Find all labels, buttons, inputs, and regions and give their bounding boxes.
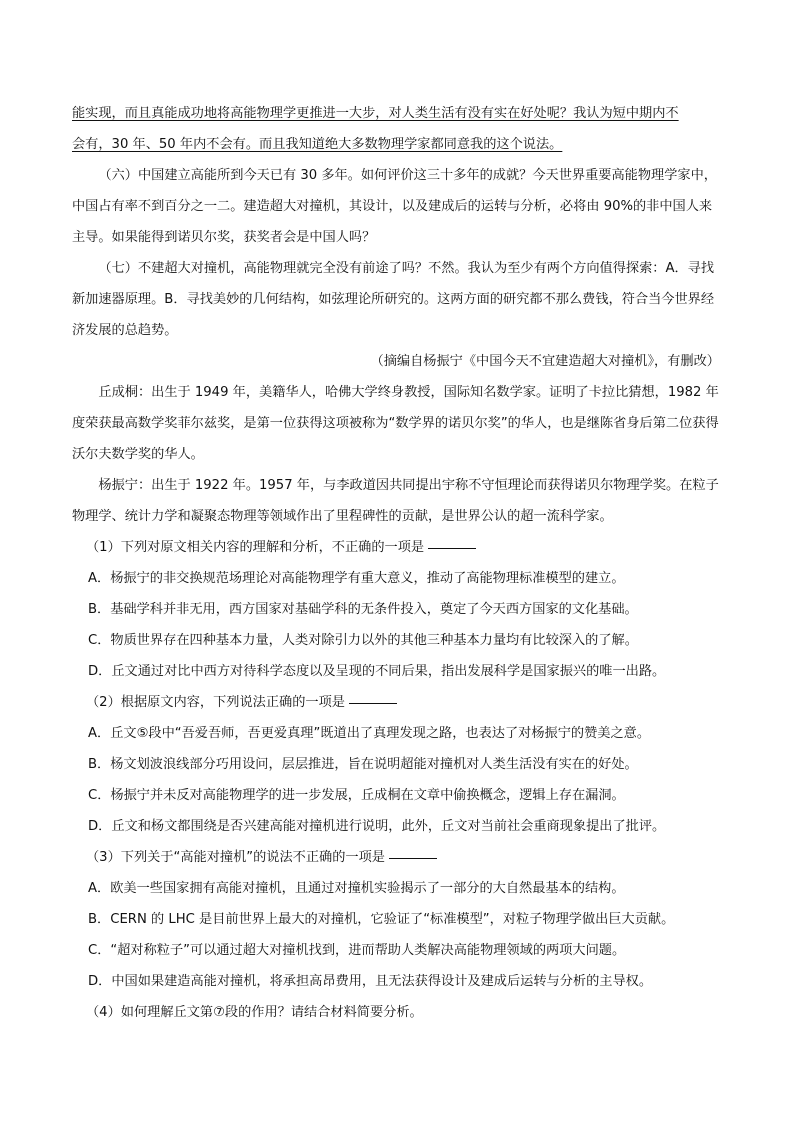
question-1-option-c: C．物质世界存在四种基本力量，人类对除引力以外的其他三种基本力量均有比较深入的了解。 <box>88 633 638 648</box>
question-1-option-a: A．杨振宁的非交换规范场理论对高能物理学有重大意义，推动了高能物理标准模型的建立。 <box>88 571 625 586</box>
question-2-option-a: A．丘文⑤段中“吾爱吾师，吾更爱真理”既道出了真理发现之路，也表达了对杨振宁的赞美之意。 <box>88 726 651 741</box>
article-continuation-line-2: 会有，30 年、50 年内不会有。而且我知道绝大多数物理学家都同意我的这个说法。 <box>72 137 563 152</box>
bio-yang-zhenning: 杨振宁：出生于 1922 年。1957 年，与李政道因共同提出宇称不守恒理论而获得诺贝尔物理学奖。在粒子物理学、统计力学和凝聚态物理等领域作出了里程碑性的贡献，是世界公认的超一流科学家。 <box>72 478 719 524</box>
question-4-stem: （4）如何理解丘文第⑦段的作用？请结合材料简要分析。 <box>86 1005 423 1020</box>
article-continuation-line-1: 能实现，而且真能成功地将高能物理学更推进一大步，对人类生活有没有实在好处呢？我认为短中期内不 <box>72 106 679 121</box>
question-1-option-b: B．基础学科并非无用，西方国家对基础学科的无条件投入，奠定了今天西方国家的文化基础。 <box>88 602 638 617</box>
question-3-option-b: B．CERN 的 LHC 是目前世界上最大的对撞机，它验证了“标准模型”，对粒子物理学做出巨大贡献。 <box>88 912 675 927</box>
question-1-stem: （1）下列对原文相关内容的理解和分析，不正确的一项是 <box>72 532 724 563</box>
question-1-option-d: D．丘文通过对比中西方对待科学态度以及呈现的不同后果，指出发展科学是国家振兴的唯一出路。 <box>88 664 666 679</box>
question-2-option-c: C．杨振宁并未反对高能物理学的进一步发展，丘成桐在文章中偷换概念，逻辑上存在漏洞。 <box>88 788 625 803</box>
question-3-option-d: D．中国如果建造高能对撞机，将承担高昂费用，且无法获得设计及建成后运转与分析的主导权。 <box>88 974 653 989</box>
question-3-stem: （3）下列关于“高能对撞机”的说法不正确的一项是 <box>72 842 724 873</box>
document-body <box>72 98 724 1028</box>
article-paragraph-7: （七）不建超大对撞机，高能物理就完全没有前途了吗？不然。我认为至少有两个方向值得探索：A．寻找新加速器原理。B．寻找美妙的几何结构，如弦理论所研究的。这两方面的研究都不那么费钱，符合当今世界经济发展的总趋势。 <box>72 261 715 338</box>
question-2-option-d: D．丘文和杨文都围绕是否兴建高能对撞机进行说明，此外，丘文对当前社会重商现象提出了批评。 <box>88 819 666 834</box>
bio-qiu-chengtong: 丘成桐：出生于 1949 年，美籍华人，哈佛大学终身教授，国际知名数学家。证明了卡拉比猜想，1982 年度荣获最高数学奖菲尔兹奖，是第一位获得这项被称为“数学界的诺贝尔奖”的华人，也是继陈省身后第二位获得沃尔夫数学奖的华人。 <box>72 385 719 462</box>
answer-blank[interactable] <box>349 702 397 704</box>
article-paragraph-6: （六）中国建立高能所到今天已有 30 多年。如何评价这三十多年的成就？今天世界重要高能物理学家中，中国占有率不到百分之一二。建造超大对撞机，其设计，以及建成后的运转与分析，必将由 90%的非中国人来主导。如果能得到诺贝尔奖，获奖者会是中国人吗？ <box>72 168 717 245</box>
question-2-stem: （2）根据原文内容，下列说法正确的一项是 <box>72 687 724 718</box>
question-3-option-a: A．欧美一些国家拥有高能对撞机，且通过对撞机实验揭示了一部分的大自然最基本的结构。 <box>88 881 625 896</box>
answer-blank[interactable] <box>428 547 476 549</box>
question-2-option-b: B．杨文划波浪线部分巧用设问，层层推进，旨在说明超能对撞机对人类生活没有实在的好处。 <box>88 757 638 772</box>
question-3-option-c: C．“超对称粒子”可以通过超大对撞机找到，进而帮助人类解决高能物理领域的两项大问题。 <box>88 943 626 958</box>
article-source: （摘编自杨振宁《中国今天不宜建造超大对撞机》，有删改） <box>370 354 720 369</box>
answer-blank[interactable] <box>389 857 437 859</box>
